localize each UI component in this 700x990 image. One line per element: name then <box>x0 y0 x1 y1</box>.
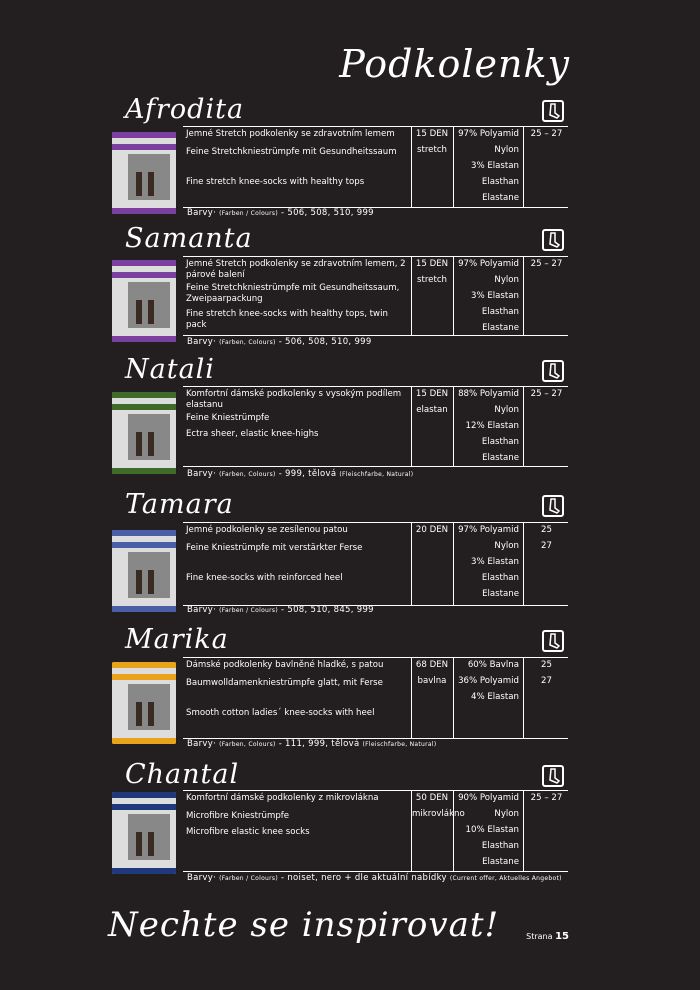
material-line: 60% Bavlna <box>467 660 519 670</box>
material-line: 3% Elastan <box>470 557 519 567</box>
material-line: Elasthan <box>481 841 519 851</box>
colors-extra-note: (Fleischfarbe, Natural) <box>339 471 414 478</box>
material-line: Elasthan <box>481 437 519 447</box>
footer-slogan: Nechte se inspirovat! <box>108 905 500 945</box>
material-line: Nylon <box>494 809 519 819</box>
material-line: Nylon <box>494 405 519 415</box>
color-options <box>187 469 413 479</box>
size-value: 25 – 27 <box>530 793 563 803</box>
size-value: 27 <box>541 676 552 686</box>
description-en: Smooth cotton ladies´ knee-socks with heel <box>186 708 375 718</box>
color-options <box>187 337 372 347</box>
description-de: Microfibre Kniestrümpfe <box>186 811 290 821</box>
page-number <box>526 931 569 942</box>
colors-label: Barvy· <box>187 873 217 883</box>
colors-value: - noiset, nero + dle aktuální nabídky <box>281 873 447 883</box>
product-package-image <box>112 662 176 744</box>
colors-label: Barvy· <box>187 605 217 615</box>
product-name: Natali <box>125 354 215 385</box>
description-de: Feine Stretchkniestrümpfe mit Gesundheitssaum <box>186 147 397 157</box>
den-value: 20 DEN <box>415 525 449 535</box>
product-package-image <box>112 792 176 874</box>
size-value: 25 – 27 <box>530 129 563 139</box>
material-line: 3% Elastan <box>470 291 519 301</box>
description-en: Microfibre elastic knee socks <box>186 827 310 837</box>
colors-label: Barvy· <box>187 337 217 347</box>
description-de: Feine Stretchkniestrümpfe mit Gesundheitssaum, Zweipaarpackung <box>186 283 400 304</box>
product-spec-table <box>183 256 568 336</box>
colors-value: - 506, 508, 510, 999 <box>281 208 374 218</box>
product-name: Chantal <box>125 759 240 790</box>
colors-note: (Farben, Colours) <box>219 471 276 478</box>
description-en: Ectra sheer, elastic knee-highs <box>186 429 319 439</box>
colors-label: Barvy· <box>187 208 217 218</box>
colors-note: (Farben, Colours) <box>219 339 276 346</box>
den-type: bavlna <box>417 676 447 686</box>
colors-value: - 506, 508, 510, 999 <box>278 337 372 347</box>
material-line: Elasthan <box>481 177 519 187</box>
color-options <box>187 208 374 218</box>
size-value: 25 – 27 <box>530 259 563 269</box>
den-value: 15 DEN <box>415 389 449 399</box>
colors-value: - 111, 999, tělová <box>278 739 360 749</box>
den-type: mikrovlákno <box>412 809 465 819</box>
knee-sock-icon <box>542 360 564 382</box>
knee-sock-icon <box>542 765 564 787</box>
material-line: Elasthan <box>481 573 519 583</box>
color-options <box>187 873 562 883</box>
material-line: Nylon <box>494 145 519 155</box>
product-spec-table <box>183 790 568 872</box>
den-value: 15 DEN <box>415 129 449 139</box>
colors-value: - 999, tělová <box>278 469 337 479</box>
description-de: Feine Kniestrümpfe mit verstärkter Ferse <box>186 543 363 553</box>
product-name: Marika <box>125 624 229 655</box>
material-line: 90% Polyamid <box>458 793 519 803</box>
knee-sock-icon <box>542 630 564 652</box>
page-number-value: 15 <box>555 931 569 942</box>
knee-sock-icon <box>542 229 564 251</box>
material-line: Elasthan <box>481 307 519 317</box>
material-line: Elastane <box>482 453 519 463</box>
product-package-image <box>112 260 176 342</box>
description-cz: Jemné Stretch podkolenky se zdravotním lemem <box>186 129 395 139</box>
product-name: Afrodita <box>125 94 245 125</box>
product-name: Tamara <box>125 489 234 520</box>
description-cz: Jemné podkolenky se zesílenou patou <box>186 525 348 535</box>
material-line: 10% Elastan <box>465 825 519 835</box>
colors-extra-note: (Current offer, Aktuelles Angebot) <box>449 875 562 882</box>
material-line: 97% Polyamid <box>458 525 519 535</box>
den-type: stretch <box>416 145 448 155</box>
material-line: Nylon <box>494 275 519 285</box>
material-line: 36% Polyamid <box>458 676 519 686</box>
material-line: 3% Elastan <box>470 161 519 171</box>
den-type: stretch <box>416 275 448 285</box>
colors-label: Barvy· <box>187 739 217 749</box>
colors-note: (Farben / Colours) <box>219 210 278 217</box>
knee-sock-icon <box>542 100 564 122</box>
description-cz: Komfortní dámské podkolenky s vysokým podílem elastanu <box>186 389 402 410</box>
colors-note: (Farben, Colours) <box>219 741 276 748</box>
den-value: 50 DEN <box>415 793 449 803</box>
product-spec-table <box>183 522 568 606</box>
description-en: Fine stretch knee-socks with healthy tops, twin pack <box>186 309 388 330</box>
description-cz: Komfortní dámské podkolenky z mikrovlákna <box>186 793 379 803</box>
description-cz: Dámské podkolenky bavlněné hladké, s patou <box>186 660 384 670</box>
size-value: 25 <box>541 660 552 670</box>
colors-label: Barvy· <box>187 469 217 479</box>
knee-sock-icon <box>542 495 564 517</box>
material-line: Nylon <box>494 541 519 551</box>
material-line: Elastane <box>482 193 519 203</box>
color-options <box>187 739 437 749</box>
colors-extra-note: (Fleischfarbe, Natural) <box>362 741 437 748</box>
colors-note: (Farben / Colours) <box>219 607 278 614</box>
size-value: 27 <box>541 541 552 551</box>
material-line: 12% Elastan <box>465 421 519 431</box>
color-options <box>187 605 374 615</box>
material-line: 97% Polyamid <box>458 259 519 269</box>
size-value: 25 <box>541 525 552 535</box>
product-package-image <box>112 392 176 474</box>
product-package-image <box>112 530 176 612</box>
description-en: Fine knee-socks with reinforced heel <box>186 573 343 583</box>
den-type: elastan <box>416 405 448 415</box>
product-spec-table <box>183 126 568 208</box>
product-spec-table <box>183 386 568 467</box>
description-de: Feine Kniestrümpfe <box>186 413 270 423</box>
page-title: Podkolenky <box>339 42 570 86</box>
description-en: Fine stretch knee-socks with healthy tops <box>186 177 365 187</box>
material-line: Elastane <box>482 589 519 599</box>
product-package-image <box>112 132 176 214</box>
description-cz: Jemné Stretch podkolenky se zdravotním lemem, 2 párové balení <box>186 259 406 280</box>
material-line: Elastane <box>482 323 519 333</box>
material-line: 97% Polyamid <box>458 129 519 139</box>
den-value: 68 DEN <box>415 660 449 670</box>
description-de: Baumwolldamenkniestrümpfe glatt, mit Ferse <box>186 678 383 688</box>
material-line: 88% Polyamid <box>458 389 519 399</box>
den-value: 15 DEN <box>415 259 449 269</box>
page-label: Strana <box>526 932 553 941</box>
material-line: Elastane <box>482 857 519 867</box>
size-value: 25 – 27 <box>530 389 563 399</box>
material-line: 4% Elastan <box>470 692 519 702</box>
colors-value: - 508, 510, 845, 999 <box>281 605 374 615</box>
colors-note: (Farben / Colours) <box>219 875 278 882</box>
product-name: Samanta <box>125 223 253 254</box>
product-spec-table <box>183 657 568 739</box>
